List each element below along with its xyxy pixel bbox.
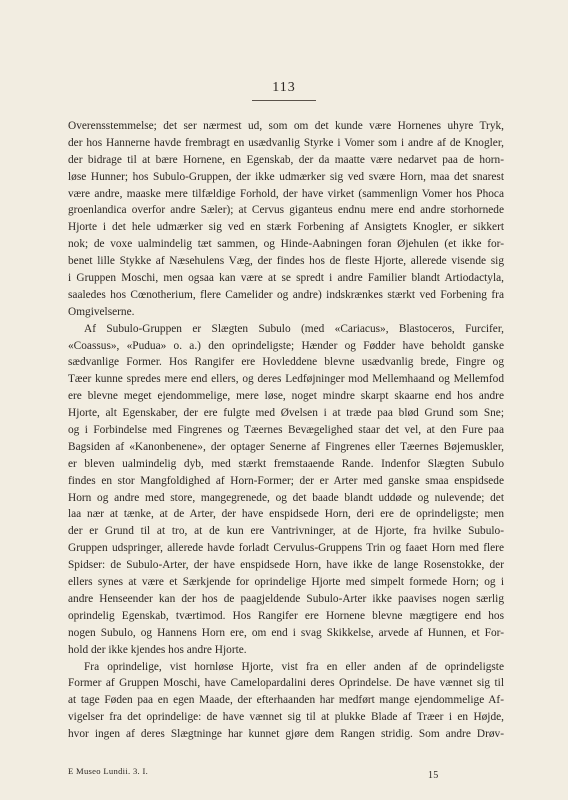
- text-line: der er Grund til at tro, at de kun ere Vantrivninger, at de Hjorte, fra hvilke Subulo-: [68, 525, 504, 538]
- text-line: at tage Føden paa en egen Maade, der efterhaanden har medført mange ejendommelige Af-: [68, 694, 504, 707]
- text-line: i Gruppen Moschi, men ogsaa kan være at se spredt i andre Familier blandt Artiodactyla,: [68, 272, 504, 285]
- text-line: Omgivelserne.: [68, 305, 135, 318]
- text-line: sædvanlige Former. Hos Rangifer ere Hovleddene blevne usædvanlig brede, Fingre og: [68, 356, 504, 369]
- text-line: der hos Hannerne havde frembragt en usædvanlig Styrke i Vomer som i andre af de Knogler,: [68, 136, 504, 149]
- text-line: og i Forbindelse med Fingrenes og Tæernes Bevægelighed staar det vel, at den Fure paa: [68, 424, 504, 437]
- page-number: 113: [272, 80, 296, 95]
- text-line: Overensstemmelse; det ser nærmest ud, som om det kunde være Hornenes uhyre Tryk,: [68, 120, 504, 132]
- header-rule: [252, 100, 316, 101]
- text-line: Horn og andre med store, mangegrenede, og det baade blandt uddøde og nulevende; det: [68, 491, 504, 504]
- text-line: laa nær at tænke, at de Arter, der have enspidsede Horn, deri ere de oprindeligste; men: [68, 508, 504, 521]
- text-line: hvor ingen af deres Slægtninge har kunnet gjøre dem Rangen stridig. Som andre Drøv-: [68, 728, 504, 741]
- text-line: Former af Gruppen Moschi, have Camelopardalini deres Oprindelse. De have vænnet sig til: [68, 677, 504, 690]
- text-line: benet lille Stykke af Næsehulens Væg, der findes hos de fleste Hjorte, allerede visende sig: [68, 255, 504, 268]
- text-line: Gruppen udspringer, allerede havde forladt Cervulus-Gruppens Trin og faaet Horn med flere: [68, 542, 504, 555]
- text-line: ere blevne meget ejendommelige, mere løse, noget mindre skarpt skaarne end hos andre: [68, 390, 504, 403]
- text-line: oprindelig Egenskab, tværtimod. Hos Rangifer ere Hornene blevne mægtigere end hos: [68, 609, 504, 622]
- text-line: groenlandica overfor andre Sæler); at Cervus giganteus endnu mere end andre storhornede: [68, 204, 504, 217]
- text-line: saaledes hos Cœnotherium, flere Camelider og andre) indskrænkes stærkt ved Forbening fra: [68, 288, 504, 301]
- text-line: Hjorte, alt Egenskaber, der ere fulgte med Øvelsen i at træde paa blød Grund som Sne;: [68, 407, 504, 420]
- text-line: Af Subulo-Gruppen er Slægten Subulo (med «Cariacus», Blastoceros, Furcifer,: [84, 322, 504, 335]
- text-line: hold der ikke kjendes hos andre Hjorte.: [68, 643, 247, 656]
- body-text: [68, 118, 504, 743]
- text-line: der bidrage til at bære Hornene, en Egenskab, der da maatte være nedarvet paa de horn-: [68, 153, 504, 166]
- text-line: Tæer kunne spredes mere end ellers, og deres Ledføjninger mod Mellemhaand og Mellemfod: [68, 373, 504, 386]
- sheet-number: 15: [428, 770, 439, 781]
- text-line: Spidser: de Subulo-Arter, der have enspidsede Horn, have ikke de lange Rosenstokke, der: [68, 559, 504, 572]
- text-line: er bleven ualmindelig dyb, med stærkt fremstaaende Rande. Indenfor Slægten Subulo: [68, 457, 504, 470]
- text-line: nogen Subulo, og Hannens Horn ere, om end i svag Skikkelse, arvede af Hunnen, et For-: [68, 626, 504, 639]
- text-line: Hjorte i det hele udmærker sig ved en stærk Forbening af Ansigtets Knogler, er sikkert: [68, 221, 504, 234]
- text-line: være andre, maaske mere tilfældige Forhold, der have virket (sammenlign Vomer hos Phoca: [68, 187, 504, 200]
- text-line: vigelser fra det oprindelige: de have vænnet sig til at plukke Blade af Træer i en Højde,: [68, 711, 504, 724]
- signature-mark: E Museo Lundii. 3. I.: [68, 766, 149, 776]
- text-line: Bagsiden af «Kanonbenene», der optager Senerne af Fingrenes eller Tæernes Bøjemuskler,: [68, 440, 504, 453]
- text-line: «Coassus», «Pudua» o. a.) den oprindeligste; Hænder og Fødder have beholdt ganske: [68, 339, 504, 352]
- text-line: løse Hunner; hos Subulo-Gruppen, der ikke udmærker sig ved svære Horn, maa det snarest: [68, 170, 504, 183]
- text-line: andre Henseender kan der hos de paagjeldende Subulo-Arter ikke paavises nogen særlig: [68, 592, 504, 605]
- text-line: ellers synes at være et Særkjende for oprindelige Hjorte med simpelt formede Horn; og i: [68, 576, 504, 589]
- text-line: Fra oprindelige, vist hornløse Hjorte, vist fra en eller anden af de oprindeligste: [84, 660, 504, 673]
- text-line: nok; de voxe ualmindelig tæt sammen, og Hinde-Aabningen foran Øjehulen (et ikke for-: [68, 238, 504, 251]
- text-line: findes en stor Mangfoldighed af Horn-Former; der er Arter med ganske smaa enspidsede: [68, 474, 504, 487]
